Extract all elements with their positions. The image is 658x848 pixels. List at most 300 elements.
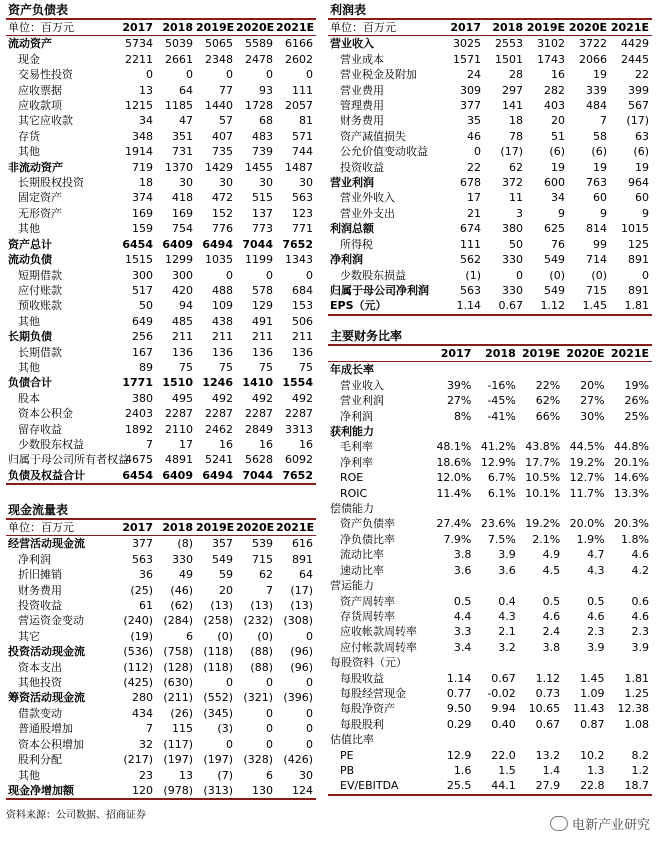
- cell-value: [474, 578, 518, 593]
- table-row: [328, 378, 652, 393]
- cell-value: (258): [203, 614, 233, 628]
- cell-value: 1.14: [442, 298, 484, 314]
- row-label: 应付帐款周转率: [340, 640, 417, 654]
- table-row: [328, 594, 652, 609]
- cell-value: (25): [130, 583, 153, 597]
- table-header-row: [6, 519, 316, 536]
- table-row: [328, 501, 652, 516]
- cell-value: 94: [179, 299, 193, 313]
- cell-value: 1.81: [610, 298, 652, 314]
- table-row: [6, 345, 316, 360]
- cell-value: 11.4%: [436, 486, 472, 500]
- row-label: 净利润: [340, 409, 373, 423]
- row-label: 公允价值变动收益: [340, 145, 428, 159]
- year-header: 2020E: [236, 521, 275, 534]
- cell-value: 2.3: [631, 625, 649, 639]
- table-row: [328, 221, 652, 236]
- cell-value: 739: [252, 145, 273, 159]
- cell-value: 1501: [495, 52, 523, 66]
- cell-value: 51: [551, 129, 565, 143]
- row-label: 其他: [18, 222, 40, 236]
- cell-value: [563, 501, 607, 516]
- cell-value: 5039: [165, 37, 193, 51]
- cell-value: 0: [306, 722, 313, 736]
- cell-value: 20.1%: [614, 455, 649, 469]
- cell-value: 6: [266, 768, 273, 782]
- year-header: 2017: [442, 19, 484, 36]
- row-label: 股利分配: [18, 753, 62, 767]
- table-row: [6, 67, 316, 82]
- cell-value: 6494: [202, 237, 233, 251]
- cell-value: 19: [551, 160, 565, 174]
- cell-value: 3.6: [453, 563, 472, 577]
- cell-value: 211: [172, 330, 193, 344]
- year-header: 2021E: [610, 19, 652, 36]
- cell-value: 57: [219, 114, 233, 128]
- cell-value: 0: [266, 737, 273, 751]
- table-row: [6, 175, 316, 190]
- table-row: [328, 547, 652, 562]
- cell-value: 1515: [125, 253, 153, 267]
- cell-value: (425): [123, 676, 153, 690]
- row-label: 其他投资: [18, 676, 62, 690]
- year-header: 2018: [474, 345, 518, 362]
- cell-value: 6494: [196, 468, 236, 484]
- table-row: [6, 360, 316, 375]
- row-label: 其他: [18, 314, 40, 328]
- cell-value: 81: [299, 114, 313, 128]
- row-label: 营业收入: [340, 378, 384, 392]
- cell-value: 6409: [156, 468, 196, 484]
- table-row: [328, 129, 652, 144]
- table-row: [328, 252, 652, 267]
- cell-value: 0: [306, 268, 313, 282]
- cell-value: 0.4: [498, 594, 516, 608]
- cell-value: (7): [217, 768, 233, 782]
- cell-value: 377: [132, 537, 153, 551]
- cell-value: 4.4: [453, 609, 472, 623]
- year-header: 2019E: [519, 345, 563, 362]
- row-label: 少数股东权益: [18, 437, 84, 451]
- cell-value: (6): [633, 145, 649, 159]
- cell-value: 36: [139, 568, 153, 582]
- table-row: [6, 613, 316, 628]
- cell-value: [430, 362, 474, 378]
- cell-value: (197): [203, 753, 233, 767]
- cell-value: 59: [219, 568, 233, 582]
- table-row: [328, 455, 652, 470]
- table-row: [6, 113, 316, 128]
- cell-value: 99: [593, 237, 607, 251]
- row-label: 资本公积增加: [18, 737, 84, 751]
- cell-value: (0): [591, 268, 607, 282]
- cell-value: 891: [292, 552, 313, 566]
- cell-value: 330: [172, 552, 193, 566]
- cell-value: 50: [139, 299, 153, 313]
- cell-value: 2211: [125, 52, 153, 66]
- cell-value: 380: [132, 391, 153, 405]
- cell-value: 109: [212, 299, 233, 313]
- row-label: 投资活动现金流: [8, 645, 85, 659]
- cell-value: 2.1%: [532, 532, 561, 546]
- ratios-table: [328, 344, 652, 796]
- cell-value: 19.2%: [569, 455, 605, 469]
- income-statement-table: [328, 18, 652, 316]
- row-label: 流动负债: [8, 253, 52, 267]
- row-label: 负债合计: [8, 376, 52, 390]
- cell-value: 18: [509, 114, 523, 128]
- cell-value: 4.2: [631, 563, 649, 577]
- cell-value: 0.67: [484, 298, 526, 314]
- cell-value: 1299: [165, 253, 193, 267]
- cell-value: 22%: [535, 378, 561, 392]
- cell-value: 1.5: [498, 763, 516, 777]
- cell-value: 44.8%: [614, 440, 649, 454]
- cell-value: 491: [252, 314, 273, 328]
- cell-value: 2602: [285, 52, 313, 66]
- cell-value: [519, 362, 563, 378]
- cell-value: (0): [549, 268, 565, 282]
- cell-value: 0: [266, 268, 273, 282]
- cell-value: 1.09: [580, 686, 605, 700]
- cell-value: 12.7%: [569, 471, 605, 485]
- cell-value: 18: [139, 176, 153, 190]
- cell-value: 1892: [125, 422, 153, 436]
- cell-value: 18.7: [608, 778, 652, 794]
- cell-value: 434: [132, 706, 153, 720]
- table-row: [328, 439, 652, 454]
- balance-sheet-table: [6, 18, 316, 485]
- cell-value: 129: [252, 299, 273, 313]
- cell-value: 1015: [621, 222, 649, 236]
- table-row: [328, 67, 652, 82]
- table-row: [6, 583, 316, 598]
- cell-value: 4.3: [587, 563, 605, 577]
- table-row: [6, 391, 316, 406]
- cell-value: 123: [292, 206, 313, 220]
- cell-value: 44.5%: [569, 440, 605, 454]
- cell-value: 719: [132, 160, 153, 174]
- cell-value: 377: [460, 99, 481, 113]
- cell-value: 1.81: [624, 671, 649, 685]
- cell-value: 1.9%: [576, 532, 605, 546]
- cell-value: [430, 424, 474, 439]
- row-label: 流动资产: [8, 37, 52, 51]
- row-label: 存货周转率: [340, 609, 395, 623]
- row-label: 营业外支出: [340, 206, 395, 220]
- cell-value: 625: [544, 222, 565, 236]
- cell-value: 6092: [285, 453, 313, 467]
- cell-value: 89: [139, 360, 153, 374]
- row-label: 经营活动现金流: [8, 537, 85, 551]
- cell-value: 2348: [205, 52, 233, 66]
- cell-value: 6409: [162, 237, 193, 251]
- row-label: 每股经营现金: [340, 686, 406, 700]
- cell-value: (96): [290, 645, 313, 659]
- cell-value: 297: [502, 83, 523, 97]
- cell-value: (96): [290, 660, 313, 674]
- cell-value: 66%: [535, 409, 561, 423]
- cell-value: 64: [299, 568, 313, 582]
- row-label: 营运能力: [330, 579, 374, 593]
- cashflow-panel: [6, 502, 316, 800]
- income-statement-title: 利润表: [330, 3, 367, 17]
- cell-value: 0.6: [631, 594, 649, 608]
- table-row: [328, 298, 652, 314]
- cell-value: 20%: [580, 378, 605, 392]
- cell-value: 300: [172, 268, 193, 282]
- cell-value: 16: [299, 437, 313, 451]
- cell-value: 403: [544, 99, 565, 113]
- cell-value: 4.6: [542, 609, 561, 623]
- cell-value: [430, 655, 474, 670]
- cell-value: 407: [212, 129, 233, 143]
- cell-value: 492: [292, 391, 313, 405]
- cell-value: 776: [212, 222, 233, 236]
- cell-value: 25%: [624, 409, 649, 423]
- table-row: [6, 675, 316, 690]
- cell-value: (117): [163, 737, 193, 751]
- row-label: 股本: [18, 391, 40, 405]
- table-row: [6, 298, 316, 313]
- cell-value: 3.9: [498, 548, 516, 562]
- cell-value: [563, 732, 607, 747]
- row-label: 每股收益: [340, 671, 384, 685]
- cell-value: 2287: [245, 407, 273, 421]
- cell-value: 300: [132, 268, 153, 282]
- cell-value: (1): [465, 268, 481, 282]
- cell-value: 21: [467, 206, 481, 220]
- cell-value: 13: [139, 83, 153, 97]
- cell-value: (13): [290, 599, 313, 613]
- row-label: 非流动资产: [8, 160, 63, 174]
- table-row: [328, 36, 652, 52]
- cell-value: 357: [212, 537, 233, 551]
- cell-value: 7: [600, 114, 607, 128]
- row-label: 长期借款: [18, 345, 62, 359]
- cell-value: 141: [502, 99, 523, 113]
- row-label: 营业收入: [330, 37, 374, 51]
- cell-value: 0: [266, 722, 273, 736]
- table-row: [6, 221, 316, 236]
- cell-value: 563: [132, 552, 153, 566]
- cell-value: 2.4: [542, 625, 561, 639]
- cell-value: 2849: [245, 422, 273, 436]
- table-row: [6, 160, 316, 175]
- row-label: 归属于母公司所有者权益: [8, 453, 129, 467]
- table-row: [6, 737, 316, 752]
- table-row: [328, 237, 652, 252]
- cell-value: (118): [203, 660, 233, 674]
- cell-value: (17): [500, 145, 523, 159]
- row-label: EPS（元）: [328, 298, 442, 314]
- cell-value: 3.4: [453, 640, 472, 654]
- cell-value: 1246: [202, 376, 233, 390]
- table-row: [328, 268, 652, 283]
- cell-value: 13.3%: [614, 486, 649, 500]
- cell-value: (0): [217, 629, 233, 643]
- row-label: 估值比率: [330, 733, 374, 747]
- row-label: 固定资产: [18, 191, 62, 205]
- cell-value: 9: [558, 206, 565, 220]
- row-label: 资本支出: [18, 660, 62, 674]
- year-header: 2020E: [236, 21, 275, 34]
- cell-value: 211: [292, 330, 313, 344]
- cell-value: 211: [252, 330, 273, 344]
- cell-value: 1.08: [624, 717, 649, 731]
- cell-value: 3.8: [542, 640, 561, 654]
- cell-value: 64: [179, 83, 193, 97]
- cell-value: 19: [593, 68, 607, 82]
- cell-value: 124: [276, 783, 316, 799]
- table-row: [6, 36, 316, 52]
- cell-value: (630): [163, 676, 193, 690]
- cell-value: 6454: [122, 237, 153, 251]
- cell-value: 3025: [453, 37, 481, 51]
- cell-value: (211): [163, 691, 193, 705]
- cell-value: (426): [283, 753, 313, 767]
- cell-value: 7.5%: [487, 532, 516, 546]
- cell-value: (3): [217, 722, 233, 736]
- cell-value: 2553: [495, 37, 523, 51]
- cell-value: 492: [252, 391, 273, 405]
- cell-value: -41%: [487, 409, 516, 423]
- cell-value: 169: [172, 206, 193, 220]
- cell-value: 11.43: [573, 702, 605, 716]
- cell-value: [563, 424, 607, 439]
- table-row: [6, 129, 316, 144]
- cell-value: 20.0%: [569, 517, 605, 531]
- table-row: [328, 144, 652, 159]
- cell-value: 0: [146, 68, 153, 82]
- cell-value: 1.12: [526, 298, 568, 314]
- row-label: 投资收益: [18, 599, 62, 613]
- cell-value: 22.0: [491, 748, 516, 762]
- row-label: ROE: [340, 471, 364, 485]
- table-row: [6, 552, 316, 567]
- table-row: [6, 268, 316, 283]
- cell-value: 19: [635, 160, 649, 174]
- table-header-row: [6, 19, 316, 36]
- cell-value: 12.38: [617, 702, 649, 716]
- cell-value: 39%: [446, 378, 472, 392]
- table-row: [6, 406, 316, 421]
- table-row: [328, 532, 652, 547]
- table-row: [328, 763, 652, 778]
- cell-value: (46): [170, 583, 193, 597]
- table-row: [328, 52, 652, 67]
- year-header: 2018: [484, 19, 526, 36]
- cell-value: 27%: [446, 394, 472, 408]
- watermark-text: 电新产业研究: [571, 818, 650, 833]
- table-row: [328, 578, 652, 593]
- table-row: [328, 409, 652, 424]
- row-label: 其他: [18, 360, 40, 374]
- cell-value: [430, 501, 474, 516]
- cashflow-title: 现金流量表: [8, 503, 69, 517]
- table-row: [328, 283, 652, 298]
- row-label: 年成长率: [330, 363, 374, 377]
- cell-value: 773: [252, 222, 273, 236]
- cell-value: 4675: [125, 453, 153, 467]
- row-label: 短期借款: [18, 268, 62, 282]
- cell-value: 6.7%: [487, 471, 516, 485]
- cell-value: 506: [292, 314, 313, 328]
- row-label: 营业费用: [340, 83, 384, 97]
- cell-value: 20: [551, 114, 565, 128]
- cell-value: 111: [292, 83, 313, 97]
- cell-value: 10.1%: [525, 486, 561, 500]
- cell-value: 75: [299, 360, 313, 374]
- cell-value: (321): [243, 691, 273, 705]
- cell-value: 1199: [245, 253, 273, 267]
- cell-value: 0.87: [580, 717, 605, 731]
- cell-value: (128): [163, 660, 193, 674]
- cell-value: 330: [502, 283, 523, 297]
- cell-value: 3102: [537, 37, 565, 51]
- cell-value: 771: [292, 222, 313, 236]
- cell-value: 8.2: [631, 748, 649, 762]
- cell-value: 17: [179, 437, 193, 451]
- cell-value: -16%: [487, 378, 516, 392]
- cell-value: 44.1: [474, 778, 518, 794]
- year-header: 2017: [116, 19, 156, 36]
- cell-value: 46: [467, 129, 481, 143]
- ratios-title: 主要财务比率: [330, 329, 403, 343]
- cell-value: 2057: [285, 99, 313, 113]
- row-label: 财务费用: [340, 114, 384, 128]
- year-header: 2018: [156, 519, 196, 536]
- cell-value: 1215: [125, 99, 153, 113]
- row-label: 资本公积金: [18, 407, 73, 421]
- cell-value: 5065: [205, 37, 233, 51]
- cell-value: 2403: [125, 407, 153, 421]
- cell-value: 1.45: [568, 298, 610, 314]
- year-header: 2017: [430, 345, 474, 362]
- cell-value: (345): [203, 706, 233, 720]
- table-row: [6, 783, 316, 799]
- cashflow-table: [6, 518, 316, 800]
- cell-value: 4891: [165, 453, 193, 467]
- row-label: 留存收益: [18, 422, 62, 436]
- row-label: 营业利润: [340, 394, 384, 408]
- table-row: [328, 362, 652, 378]
- cell-value: 4.7: [587, 548, 605, 562]
- row-label: 少数股东损益: [340, 268, 406, 282]
- cell-value: 0.67: [535, 717, 561, 731]
- row-label: 存货: [18, 129, 40, 143]
- table-row: [328, 563, 652, 578]
- cell-value: 1370: [165, 160, 193, 174]
- table-row: [328, 748, 652, 763]
- row-label: 管理费用: [340, 99, 384, 113]
- row-label: 营业利润: [330, 176, 374, 190]
- cell-value: 1.3: [587, 763, 605, 777]
- cell-value: 1487: [285, 160, 313, 174]
- cell-value: 472: [212, 191, 233, 205]
- cell-value: 19.2%: [525, 517, 561, 531]
- cell-value: 282: [544, 83, 565, 97]
- cell-value: (62): [170, 599, 193, 613]
- cell-value: 28: [509, 68, 523, 82]
- cell-value: 515: [252, 191, 273, 205]
- row-label: 净负债比率: [340, 532, 395, 546]
- cell-value: 0: [474, 145, 481, 159]
- cell-value: 891: [628, 283, 649, 297]
- cell-value: [608, 362, 652, 378]
- cell-value: 153: [292, 299, 313, 313]
- cell-value: 483: [252, 129, 273, 143]
